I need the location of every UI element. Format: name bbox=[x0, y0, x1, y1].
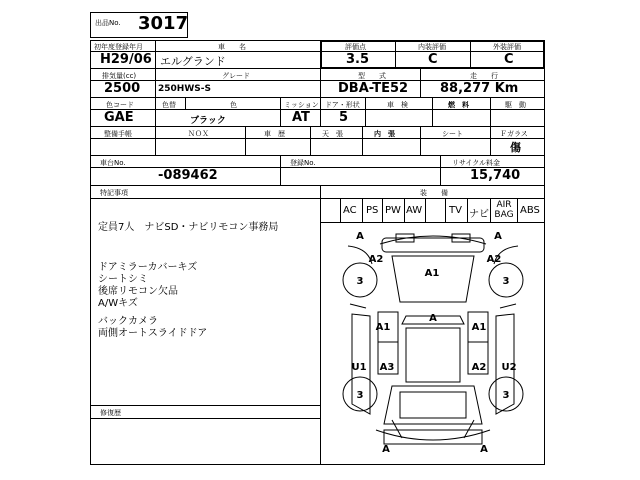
note-line: バックカメラ bbox=[98, 316, 158, 327]
color-cat-label: 色替 bbox=[162, 101, 176, 109]
equip-aw: AW bbox=[406, 205, 423, 216]
mark-hood: A1 bbox=[424, 268, 440, 279]
mark-left-door: A1 bbox=[375, 322, 391, 333]
mark-front-left: A bbox=[356, 231, 364, 242]
doors-label: ドア・形状 bbox=[325, 101, 360, 109]
color-label: 色 bbox=[230, 101, 237, 109]
grade-label: グレード bbox=[222, 72, 250, 80]
recycle-value: 15,740 bbox=[470, 168, 521, 183]
interior-label: 内装評価 bbox=[418, 43, 446, 51]
mark-rear-right: A bbox=[480, 444, 488, 455]
mark-front-right: A bbox=[494, 231, 502, 242]
equip-airbag: AIR BAG bbox=[494, 200, 514, 220]
repair-label: 修復歴 bbox=[100, 409, 121, 417]
manual-label: 整備手帳 bbox=[104, 130, 132, 138]
mark-right-quarter: U2 bbox=[501, 362, 517, 373]
name-label: 車 名 bbox=[218, 43, 246, 51]
mark-left-quarter: U1 bbox=[351, 362, 367, 373]
mark-front-right-wheel: 3 bbox=[502, 276, 510, 287]
mark-right-door: A1 bbox=[471, 322, 487, 333]
note-line: ドアミラーカバーキズ bbox=[98, 262, 198, 273]
mark-right-rear: A2 bbox=[471, 362, 487, 373]
sunroof-label: 天 張 bbox=[322, 130, 343, 138]
seat-label: シート bbox=[442, 130, 463, 138]
mark-rear-left: A bbox=[382, 444, 390, 455]
recycle-label: リサイクル料金 bbox=[452, 159, 501, 167]
reg-label: 初年度登録年月 bbox=[94, 43, 143, 51]
equip-pw: PW bbox=[385, 205, 401, 216]
lot-number: 3017 bbox=[138, 13, 189, 34]
reg-value: H29/06 bbox=[100, 52, 152, 67]
mark-front-left-wheel: 3 bbox=[356, 276, 364, 287]
notes-text bbox=[98, 222, 278, 340]
equip-navi: ナビ bbox=[469, 209, 489, 220]
mission-label: ミッション bbox=[284, 101, 319, 109]
mark-left-rear: A3 bbox=[379, 362, 395, 373]
name-value: エルグランド bbox=[160, 55, 226, 68]
note-line: 定員7人 ナビSD・ナビリモコン事務局 bbox=[98, 222, 279, 233]
colorcode-label: 色コード bbox=[106, 101, 134, 109]
notes-label: 特記事項 bbox=[100, 189, 128, 197]
equip-ps: PS bbox=[366, 205, 379, 216]
chassis-label: 車台No. bbox=[100, 159, 126, 167]
equip-ac: AC bbox=[343, 205, 357, 216]
history-label: 車 歴 bbox=[264, 130, 285, 138]
colorcode-value: GAE bbox=[104, 110, 134, 125]
mark-roof: A bbox=[429, 313, 437, 324]
cc-value: 2500 bbox=[104, 81, 141, 96]
chassis-value: -089462 bbox=[158, 168, 218, 183]
glass-value: 傷 bbox=[510, 141, 521, 154]
car-diagram bbox=[322, 224, 544, 464]
mileage-value: 88,277 Km bbox=[440, 81, 519, 96]
score-value: 3.5 bbox=[346, 52, 370, 67]
lot-label: 出品No. bbox=[95, 19, 121, 27]
note-line: 後席リモコン欠品 bbox=[98, 286, 178, 297]
equip-tv: TV bbox=[449, 205, 462, 216]
interior-value: C bbox=[428, 52, 438, 67]
note-line: シートシミ bbox=[98, 274, 148, 285]
note-line: A/Wキズ bbox=[98, 298, 138, 309]
equipment-label: 装 備 bbox=[420, 189, 448, 197]
doors-value: 5 bbox=[339, 110, 349, 125]
fuel-label: 燃 料 bbox=[448, 101, 469, 109]
mission-value: AT bbox=[292, 110, 310, 125]
mark-left-mirror: A2 bbox=[368, 254, 384, 265]
note-line: 両側オートスライドドア bbox=[98, 328, 208, 339]
exterior-label: 外装評価 bbox=[493, 43, 521, 51]
color-value: ブラック bbox=[190, 116, 226, 126]
equip-abs: ABS bbox=[520, 205, 540, 216]
inspection-label: 車 検 bbox=[387, 101, 408, 109]
mark-right-mirror: A2 bbox=[486, 254, 502, 265]
score-label: 評価点 bbox=[345, 43, 366, 51]
nox-label: ＮＯＸ bbox=[188, 130, 209, 138]
model-value: DBA-TE52 bbox=[338, 81, 409, 96]
mileage-label: 走 行 bbox=[470, 72, 498, 80]
model-label: 型 式 bbox=[358, 72, 386, 80]
exterior-value: C bbox=[504, 52, 514, 67]
glass-label: Ｆガラス bbox=[500, 130, 528, 138]
grade-value: 250HWS-S bbox=[158, 84, 211, 94]
cc-label: 排気量(cc) bbox=[102, 72, 137, 80]
interior2-label: 内 張 bbox=[374, 130, 395, 138]
mark-rear-left-wheel: 3 bbox=[356, 390, 364, 401]
regno-label: 登録No. bbox=[290, 159, 316, 167]
drive-label: 駆 動 bbox=[505, 101, 526, 109]
mark-rear-right-wheel: 3 bbox=[502, 390, 510, 401]
